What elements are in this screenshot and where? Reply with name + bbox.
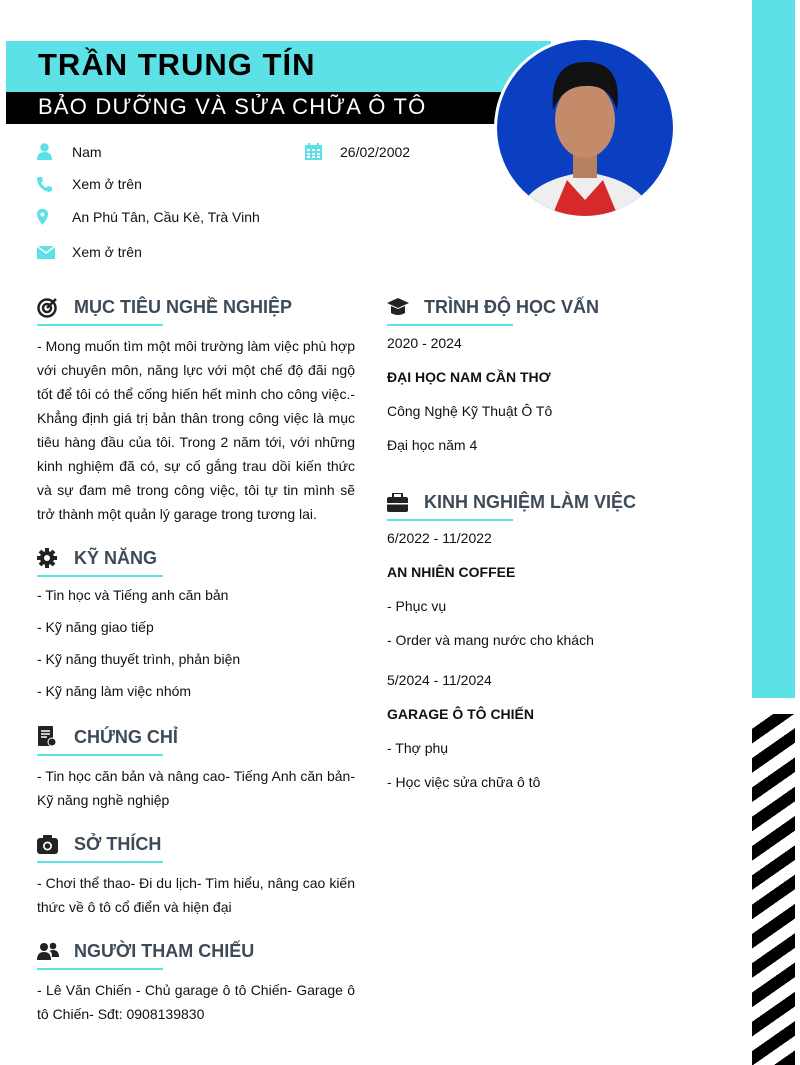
section-objective [37, 293, 355, 526]
certificate-icon [37, 726, 74, 748]
gear-icon [37, 548, 74, 568]
section-title: SỞ THÍCH [74, 833, 162, 854]
section-references [37, 937, 355, 1026]
title-underline [37, 861, 163, 863]
section-title: TRÌNH ĐỘ HỌC VẤN [424, 296, 599, 317]
skill-item: - Kỹ năng thuyết trình, phản biện [37, 651, 241, 667]
hobbies-text: - Chơi thể thao- Đi du lịch- Tìm hiểu, nâng cao kiến thức về ô tô cổ điển và hiện đại [37, 875, 355, 915]
address-value: An Phú Tân, Cầu Kè, Trà Vinh [72, 209, 260, 225]
job-company: GARAGE Ô TÔ CHIẾN [387, 706, 535, 722]
section-skills [37, 544, 240, 707]
skill-item: - Kỹ năng giao tiếp [37, 619, 154, 635]
section-title: KỸ NĂNG [74, 547, 158, 568]
objective-text: - Mong muốn tìm một môi trường làm việc phù hợp với chuyên môn, năng lực với một chế độ đãi ngộ tốt để tôi có thể cống hiến hết mình cho công việc.- Khẳng định giá trị bản thân trong công việc là mục tiêu hàng đầu của tôi. Trong 2 năm tới, với những kinh nghiệm đã có, sự cố gắng trau dồi kiến thức và sự đam mê trong công việc, tôi tự tin mình sẽ trở thành một quản lý garage trong tương lai. [37, 338, 355, 522]
contact-gender [37, 143, 102, 160]
section-title: CHỨNG CHỈ [74, 726, 178, 747]
education-school: ĐẠI HỌC NAM CẦN THƠ [387, 369, 551, 385]
title-underline [37, 575, 163, 577]
title-underline [37, 754, 163, 756]
phone-value: Xem ở trên [72, 176, 142, 192]
profile-photo [494, 37, 676, 219]
education-major: Công Nghệ Kỹ Thuật Ô Tô [387, 403, 553, 419]
decor-stripes [752, 714, 795, 1065]
user-icon [37, 143, 72, 160]
location-pin-icon [37, 209, 72, 225]
education-period: 2020 - 2024 [387, 335, 462, 351]
full-name: TRẦN TRUNG TÍN [38, 47, 316, 82]
section-experience [387, 488, 636, 799]
title-underline [37, 968, 163, 970]
email-value: Xem ở trên [72, 244, 142, 260]
target-icon [37, 297, 74, 318]
contact-dob [305, 143, 410, 160]
gender-value: Nam [72, 143, 102, 160]
envelope-icon [37, 246, 72, 259]
section-title: MỤC TIÊU NGHỀ NGHIỆP [74, 296, 293, 317]
job-entry [387, 663, 636, 799]
graduation-cap-icon [387, 298, 424, 316]
contact-phone [37, 176, 142, 192]
contact-email [37, 244, 142, 260]
section-title: NGƯỜI THAM CHIẾU [74, 940, 255, 961]
section-certificates [37, 723, 355, 812]
job-task: - Học việc sửa chữa ô tô [387, 774, 541, 790]
job-entry [387, 521, 636, 657]
job-company: AN NHIÊN COFFEE [387, 564, 516, 580]
users-icon [37, 942, 74, 960]
dob-value: 26/02/2002 [340, 143, 411, 160]
title-underline [37, 324, 163, 326]
job-period: 5/2024 - 11/2024 [387, 672, 492, 688]
section-education [387, 293, 599, 462]
job-task: - Thợ phụ [387, 740, 449, 756]
camera-icon [37, 835, 74, 854]
section-title: KINH NGHIỆM LÀM VIỆC [424, 491, 637, 512]
skill-item: - Tin học và Tiếng anh căn bản [37, 587, 229, 603]
contact-address [37, 209, 260, 225]
decor-cyan-strip [752, 0, 795, 698]
calendar-icon [305, 143, 340, 160]
education-level: Đại học năm 4 [387, 437, 478, 453]
job-task: - Order và mang nước cho khách [387, 632, 594, 648]
briefcase-icon [387, 493, 424, 512]
skill-item: - Kỹ năng làm việc nhóm [37, 683, 192, 699]
section-hobbies [37, 830, 355, 919]
certificates-text: - Tin học căn bản và nâng cao- Tiếng Anh căn bản- Kỹ năng nghề nghiệp [37, 768, 355, 808]
job-period: 6/2022 - 11/2022 [387, 530, 492, 546]
references-text: - Lê Văn Chiến - Chủ garage ô tô Chiến- Garage ô tô Chiến- Sđt: 0908139830 [37, 982, 355, 1022]
job-task: - Phục vụ [387, 598, 447, 614]
job-title: BẢO DƯỠNG VÀ SỬA CHỮA Ô TÔ [38, 94, 427, 119]
phone-icon [37, 177, 72, 192]
